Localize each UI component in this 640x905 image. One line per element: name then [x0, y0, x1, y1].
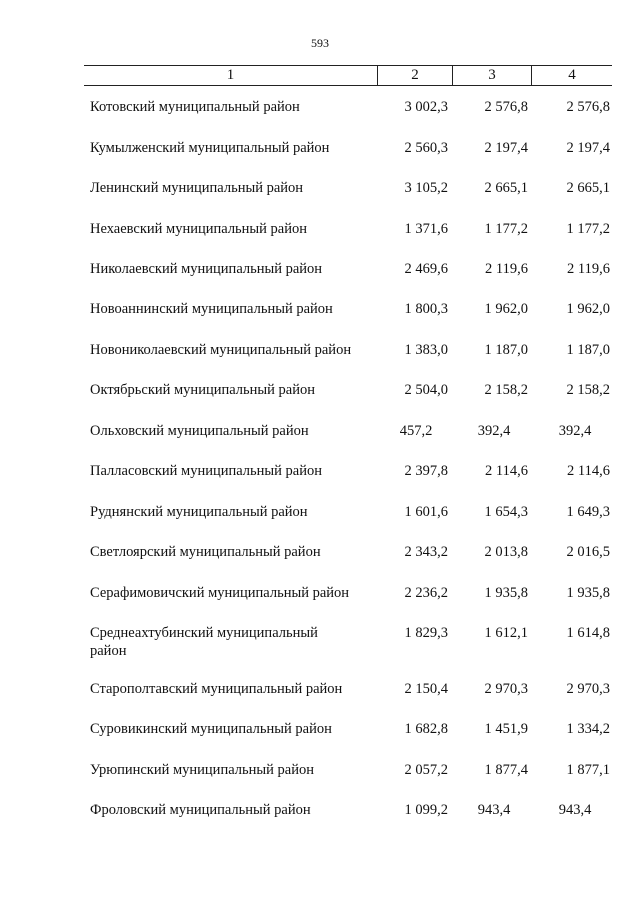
value-col-3: 1 654,3 [484, 504, 528, 520]
district-name: Палласовский муниципальный район [90, 463, 322, 479]
value-col-2: 2 397,8 [404, 463, 448, 479]
district-name: Нехаевский муниципальный район [90, 221, 308, 237]
value-col-4: 1 649,3 [566, 504, 610, 520]
district-name: Ольховский муниципальный район [90, 423, 309, 439]
district-name: Среднеахтубинский муниципальный район [90, 625, 318, 659]
value-col-3: 1 877,4 [484, 762, 528, 778]
header-col-2: 2 [377, 66, 452, 85]
district-name: Серафимовичский муниципальный район [90, 585, 350, 601]
value-col-3: 392,4 [477, 423, 511, 439]
value-col-2: 3 105,2 [404, 180, 448, 196]
value-col-4: 2 576,8 [566, 99, 610, 115]
district-name: Кумылженский муниципальный район [90, 140, 330, 156]
value-col-3: 2 119,6 [485, 261, 528, 277]
district-name: Ленинский муниципальный район [90, 180, 304, 196]
value-col-2: 1 800,3 [404, 301, 448, 317]
district-name: Новоаннинский муниципальный район [90, 301, 333, 317]
district-name: Николаевский муниципальный район [90, 261, 323, 277]
district-name: Фроловский муниципальный район [90, 802, 311, 818]
value-col-3: 1 962,0 [484, 301, 528, 317]
header-col-3: 3 [452, 66, 531, 85]
district-name: Новониколаевский муниципальный район [90, 342, 352, 358]
value-col-3: 1 451,9 [484, 721, 528, 737]
district-name: Октябрьский муниципальный район [90, 382, 315, 398]
value-col-4: 1 614,8 [566, 625, 610, 641]
value-col-4: 2 970,3 [566, 681, 610, 697]
value-col-2: 2 343,2 [404, 544, 448, 560]
value-col-2: 2 560,3 [404, 140, 448, 156]
value-col-4: 2 114,6 [567, 463, 610, 479]
header-col-4: 4 [531, 66, 612, 85]
header-col-1: 1 [226, 67, 235, 83]
district-name: Руднянский муниципальный район [90, 504, 308, 520]
value-col-4: 1 935,8 [566, 585, 610, 601]
value-col-3: 2 970,3 [484, 681, 528, 697]
value-col-4: 1 877,1 [566, 762, 610, 778]
table-header [84, 65, 612, 86]
value-col-2: 2 236,2 [404, 585, 448, 601]
value-col-4: 943,4 [558, 802, 592, 818]
district-name: Старополтавский муниципальный район [90, 681, 343, 697]
district-name: Светлоярский муниципальный район [90, 544, 321, 560]
value-col-4: 2 158,2 [566, 382, 610, 398]
value-col-2: 2 504,0 [404, 382, 448, 398]
value-col-2: 1 601,6 [404, 504, 448, 520]
district-name: Урюпинский муниципальный район [90, 762, 314, 778]
value-col-2: 1 829,3 [404, 625, 448, 641]
value-col-4: 2 016,5 [566, 544, 610, 560]
value-col-3: 2 114,6 [485, 463, 528, 479]
value-col-2: 3 002,3 [404, 99, 448, 115]
value-col-2: 2 469,6 [404, 261, 448, 277]
value-col-3: 1 935,8 [484, 585, 528, 601]
value-col-4: 1 962,0 [566, 301, 610, 317]
value-col-2: 1 099,2 [404, 802, 448, 818]
value-col-2: 1 682,8 [404, 721, 448, 737]
district-name: Котовский муниципальный район [90, 99, 300, 115]
value-col-4: 1 187,0 [566, 342, 610, 358]
value-col-2: 1 383,0 [404, 342, 448, 358]
value-col-3: 2 197,4 [484, 140, 528, 156]
value-col-3: 2 665,1 [484, 180, 528, 196]
district-name: Суровикинский муниципальный район [90, 721, 332, 737]
value-col-4: 2 665,1 [566, 180, 610, 196]
value-col-3: 1 177,2 [484, 221, 528, 237]
page-number: 593 [311, 36, 329, 50]
value-col-4: 2 197,4 [566, 140, 610, 156]
value-col-2: 1 371,6 [404, 221, 448, 237]
value-col-4: 1 177,2 [566, 221, 610, 237]
value-col-3: 2 576,8 [484, 99, 528, 115]
value-col-3: 2 013,8 [484, 544, 528, 560]
value-col-3: 2 158,2 [484, 382, 528, 398]
value-col-2: 2 057,2 [404, 762, 448, 778]
value-col-4: 2 119,6 [567, 261, 610, 277]
value-col-3: 943,4 [477, 802, 511, 818]
value-col-3: 1 187,0 [484, 342, 528, 358]
value-col-4: 392,4 [558, 423, 592, 439]
value-col-3: 1 612,1 [484, 625, 528, 641]
value-col-4: 1 334,2 [566, 721, 610, 737]
value-col-2: 2 150,4 [404, 681, 448, 697]
value-col-2: 457,2 [399, 423, 433, 439]
